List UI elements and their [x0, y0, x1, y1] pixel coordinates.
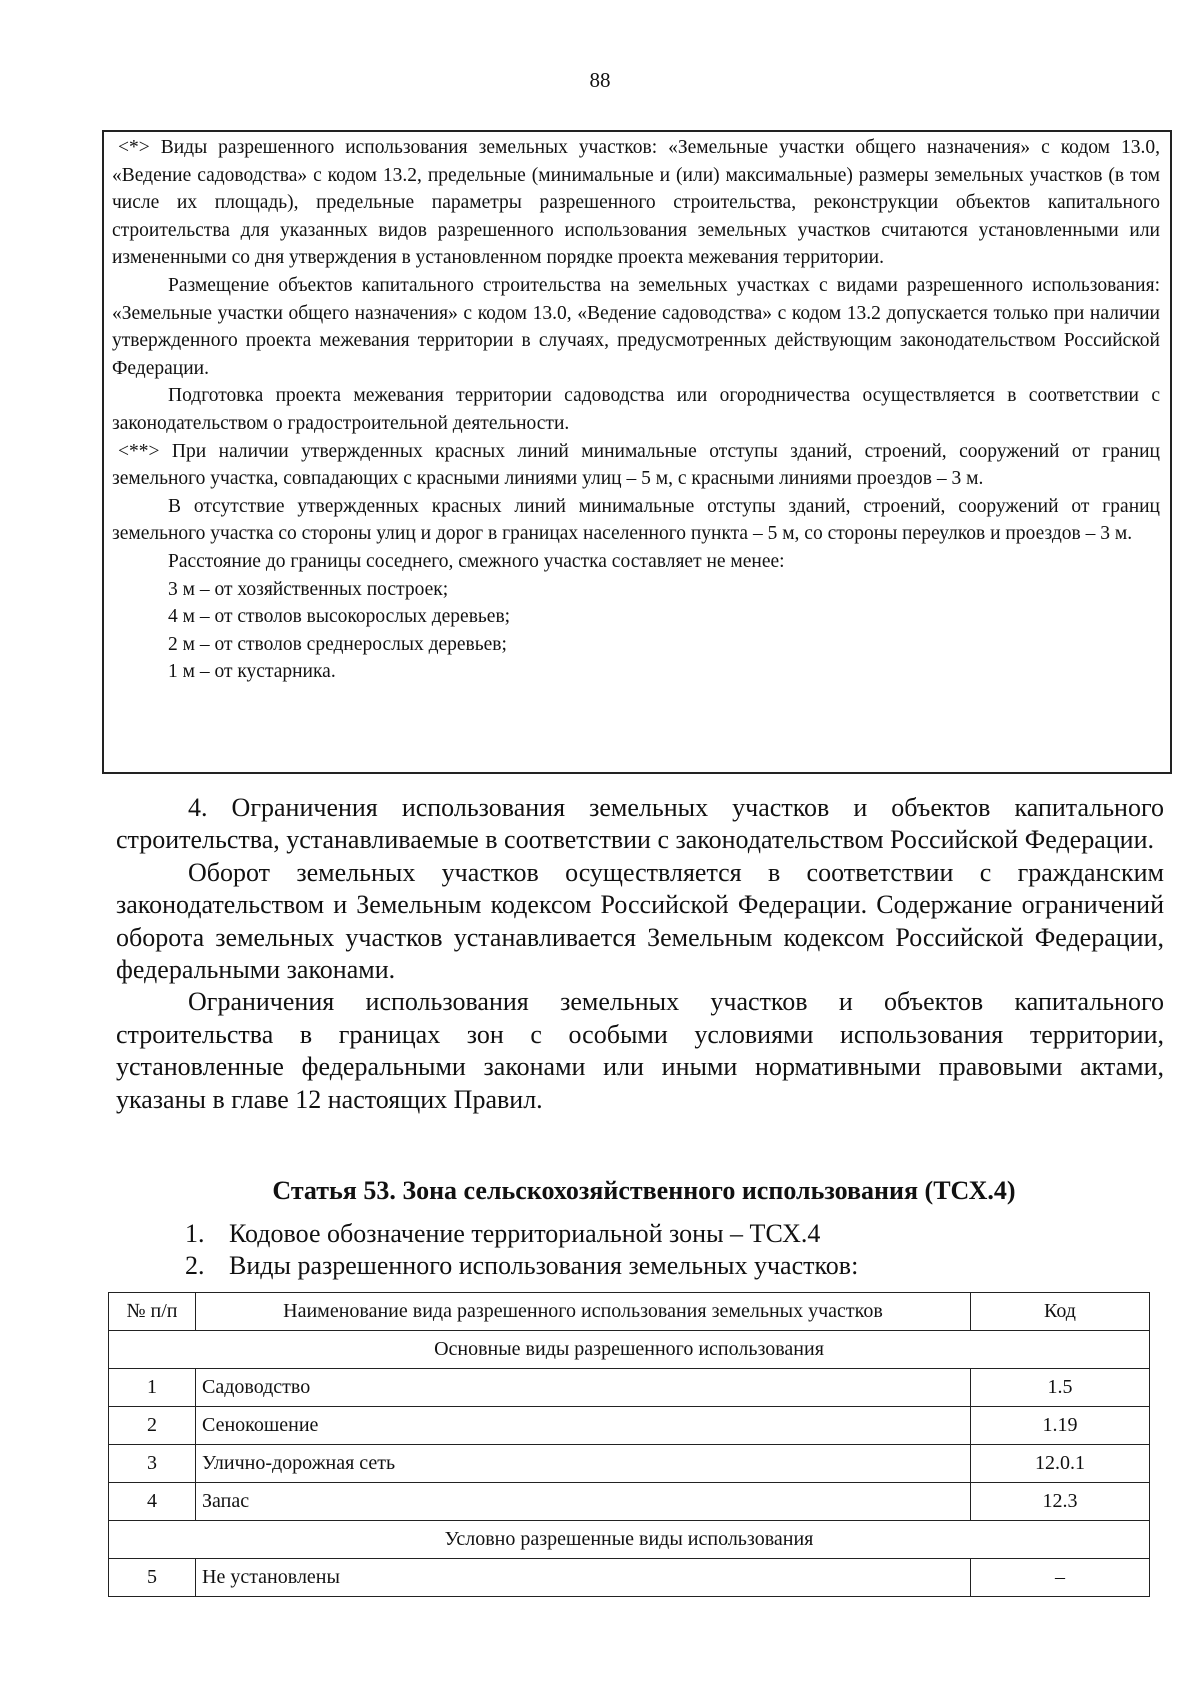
row-name: Сенокошение	[196, 1407, 971, 1445]
list-item	[185, 1218, 820, 1250]
table-group-row	[109, 1521, 1150, 1559]
group-main-label: Основные виды разрешенного использования	[109, 1331, 1150, 1369]
table-group-row	[109, 1331, 1150, 1369]
list-item-number: 2.	[185, 1251, 205, 1280]
list-item-text: Кодовое обозначение территориальной зоны – ТСХ.4	[229, 1219, 821, 1248]
body-paragraph: Ограничения использования земельных участков и объектов капитального строительства в границах зон с особыми условиями использования территории, установленные федеральными законами или иными нормативными правовыми актами, указаны в главе 12 настоящих Правил.	[116, 987, 1164, 1114]
row-number: 3	[109, 1445, 196, 1483]
row-code: 12.0.1	[971, 1445, 1150, 1483]
distance-item: 1 м – от кустарника.	[168, 661, 336, 683]
header-number: № п/п	[109, 1293, 196, 1331]
distance-item: 3 м – от хозяйственных построек;	[168, 578, 449, 600]
note-paragraph: Подготовка проекта межевания территории садоводства или огородничества осуществляется в соответствии с законодательством о градостроительной деятельности.	[112, 385, 1160, 434]
note-paragraph: <*> Виды разрешенного использования земельных участков: «Земельные участки общего назначения» с кодом 13.0, «Ведение садоводства» с кодом 13.2, предельные (минимальные и (или) максимальные) размеры земельных участков (в том числе их площадь), предельные параметры разрешенного строительства, реконструкции объектов капитального строительства для указанных видов разрешенного использования земельных участков считаются установленными или измененными со дня утверждения в установленном порядке проекта межевания территории.	[112, 137, 1160, 269]
table-row	[109, 1369, 1150, 1407]
row-name: Улично-дорожная сеть	[196, 1445, 971, 1483]
distance-item: 2 м – от стволов среднерослых деревьев;	[168, 633, 507, 655]
list-item-text: Виды разрешенного использования земельных участков:	[229, 1251, 859, 1280]
note-paragraph: В отсутствие утвержденных красных линий минимальные отступы зданий, строений, сооружений от границ земельного участка со стороны улиц и дорог в границах населенного пункта – 5 м, со стороны переулков и проездов – 3 м.	[112, 495, 1160, 545]
section-4	[116, 792, 1164, 1116]
table-row	[109, 1483, 1150, 1521]
land-use-table	[108, 1292, 1150, 1597]
list-item-number: 1.	[185, 1219, 205, 1248]
row-number: 1	[109, 1369, 196, 1407]
row-name: Не установлены	[196, 1559, 971, 1597]
row-name: Садоводство	[196, 1369, 971, 1407]
table-header-row	[109, 1293, 1150, 1331]
list-item	[185, 1250, 858, 1282]
page-number: 88	[589, 68, 611, 92]
row-code: 1.5	[971, 1369, 1150, 1407]
group-conditional-label: Условно разрешенные виды использования	[109, 1521, 1150, 1559]
notes-box	[102, 130, 1172, 774]
body-paragraph: 4. Ограничения использования земельных участков и объектов капитального строительства, устанавливаемые в соответствии с законодательством Российской Федерации.	[116, 793, 1164, 855]
row-code: –	[971, 1559, 1150, 1597]
header-name: Наименование вида разрешенного использования земельных участков	[196, 1293, 971, 1331]
table-row	[109, 1407, 1150, 1445]
note-paragraph: Расстояние до границы соседнего, смежного участка составляет не менее:	[168, 550, 785, 572]
header-code: Код	[971, 1293, 1150, 1331]
table-row	[109, 1445, 1150, 1483]
note-paragraph: Размещение объектов капитального строительства на земельных участках с видами разрешенного использования: «Земельные участки общего назначения» с кодом 13.0, «Ведение садоводства» с кодом 13.2 допускается только при наличии утвержденного проекта межевания территории в случаях, предусмотренных действующим законодательством Российской Федерации.	[112, 274, 1160, 379]
row-code: 12.3	[971, 1483, 1150, 1521]
distance-item: 4 м – от стволов высокорослых деревьев;	[168, 606, 511, 628]
row-name: Запас	[196, 1483, 971, 1521]
body-paragraph: Оборот земельных участков осуществляется в соответствии с гражданским законодательством и Земельным кодексом Российской Федерации. Содержание ограничений оборота земельных участков устанавливается Земельным кодексом Российской Федерации, федеральными законами.	[116, 857, 1164, 985]
note-paragraph: <**> При наличии утвержденных красных линий минимальные отступы зданий, строений, сооружений от границ земельного участка, совпадающих с красными линиями улиц – 5 м, с красными линиями проездов – 3 м.	[112, 440, 1160, 490]
row-number: 2	[109, 1407, 196, 1445]
row-code: 1.19	[971, 1407, 1150, 1445]
table-row	[109, 1559, 1150, 1597]
article-title: Статья 53. Зона сельскохозяйственного использования (ТСХ.4)	[272, 1176, 1016, 1205]
row-number: 4	[109, 1483, 196, 1521]
row-number: 5	[109, 1559, 196, 1597]
